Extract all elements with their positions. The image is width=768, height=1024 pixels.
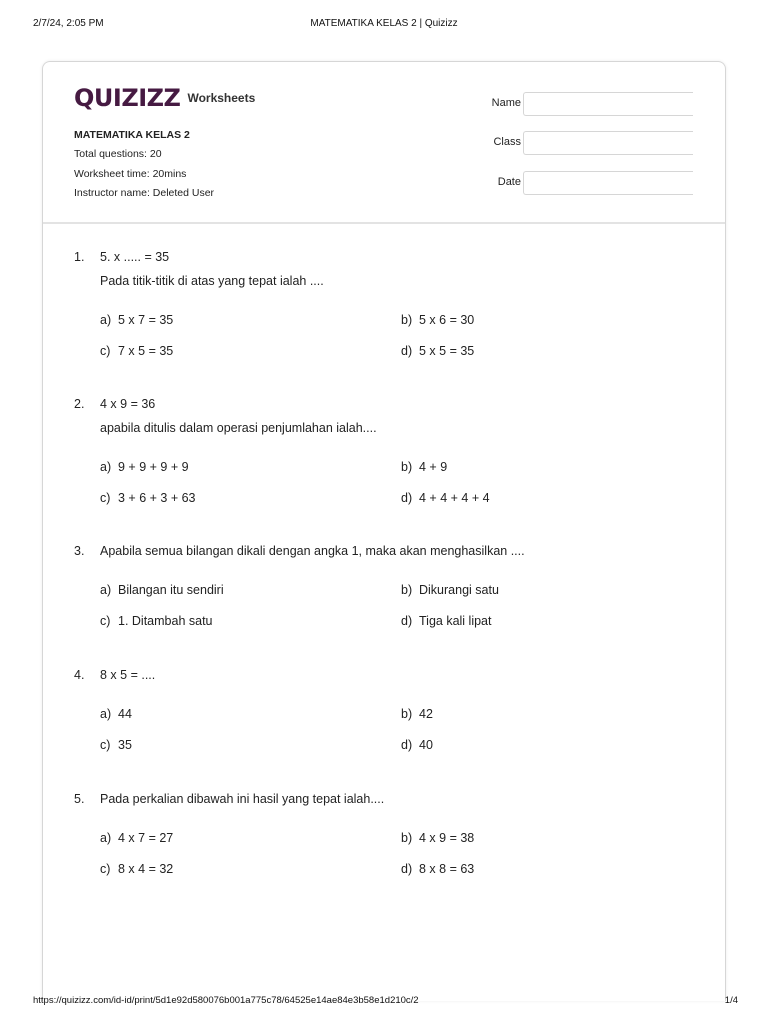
logo-subtitle: Worksheets (187, 91, 256, 105)
option-letter: a) (100, 583, 112, 597)
option-letter: a) (100, 460, 112, 474)
option-letter: d) (401, 738, 413, 752)
option-c (100, 491, 196, 505)
option-a (100, 707, 132, 721)
option-d (401, 344, 474, 358)
option-a (100, 831, 173, 845)
option-letter: b) (401, 707, 413, 721)
option-letter: d) (401, 344, 413, 358)
name-input[interactable] (523, 92, 693, 116)
question-text: Apabila semua bilangan dikali dengan angka 1, maka akan menghasilkan .... (100, 544, 525, 558)
question-text: 4 x 9 = 36 (100, 397, 156, 411)
option-text: 9 + 9 + 9 + 9 (118, 460, 189, 474)
option-text: 4 + 9 (419, 460, 448, 474)
option-a (100, 583, 224, 597)
option-b (401, 831, 474, 845)
page-number: 1/4 (724, 995, 738, 1006)
option-c (100, 738, 132, 752)
option-letter: a) (100, 707, 112, 721)
option-text: 40 (419, 738, 433, 752)
option-c (100, 862, 173, 876)
option-text: 3 + 6 + 3 + 63 (118, 491, 196, 505)
option-letter: d) (401, 491, 413, 505)
option-text: 42 (419, 707, 433, 721)
option-text: 44 (118, 707, 132, 721)
option-text: Bilangan itu sendiri (118, 583, 224, 597)
option-text: Dikurangi satu (419, 583, 499, 597)
print-page-title: MATEMATIKA KELAS 2 | Quizizz (310, 18, 458, 29)
option-c (100, 344, 173, 358)
option-text: Tiga kali lipat (419, 614, 492, 628)
date-input[interactable] (523, 171, 693, 195)
option-letter: a) (100, 313, 112, 327)
option-letter: b) (401, 831, 413, 845)
worksheet-meta (74, 126, 214, 203)
name-label: Name (491, 97, 521, 109)
option-text: 1. Ditambah satu (118, 614, 213, 628)
worksheet-header (43, 62, 725, 224)
option-text: 5 x 5 = 35 (419, 344, 475, 358)
option-text: 4 x 9 = 38 (419, 831, 475, 845)
option-letter: d) (401, 862, 413, 876)
option-d (401, 738, 433, 752)
option-text: 5 x 7 = 35 (118, 313, 174, 327)
question-number: 5. (74, 792, 85, 806)
print-header (0, 18, 768, 32)
option-b (401, 313, 474, 327)
option-letter: c) (100, 614, 111, 628)
option-text: 8 x 4 = 32 (118, 862, 174, 876)
worksheet-card (42, 61, 726, 1001)
question-text: Pada titik-titik di atas yang tepat ialah .... (100, 274, 324, 288)
option-b (401, 460, 447, 474)
option-text: 4 x 7 = 27 (118, 831, 174, 845)
class-label: Class (493, 136, 521, 148)
option-d (401, 491, 490, 505)
option-a (100, 460, 189, 474)
option-text: 8 x 8 = 63 (419, 862, 475, 876)
option-text: 35 (118, 738, 132, 752)
option-letter: b) (401, 460, 413, 474)
option-c (100, 614, 213, 628)
print-datetime: 2/7/24, 2:05 PM (33, 18, 104, 29)
option-text: 5 x 6 = 30 (419, 313, 475, 327)
question-number: 4. (74, 668, 85, 682)
question-number: 1. (74, 250, 85, 264)
question-number: 2. (74, 397, 85, 411)
total-questions: Total questions: 20 (74, 148, 162, 161)
option-b (401, 707, 433, 721)
question-text: Pada perkalian dibawah ini hasil yang tepat ialah.... (100, 792, 385, 806)
question-number: 3. (74, 544, 85, 558)
option-text: 4 + 4 + 4 + 4 (419, 491, 490, 505)
date-label: Date (497, 176, 521, 188)
class-field-row (483, 131, 693, 155)
print-footer (0, 995, 768, 1009)
instructor-name: Instructor name: Deleted User (74, 186, 215, 199)
worksheet-title: MATEMATIKA KELAS 2 (74, 129, 190, 141)
option-b (401, 583, 499, 597)
date-field-row (483, 171, 693, 195)
option-a (100, 313, 173, 327)
option-letter: b) (401, 313, 413, 327)
option-letter: c) (100, 491, 111, 505)
name-field-row (483, 92, 693, 116)
option-d (401, 614, 492, 628)
option-letter: c) (100, 738, 111, 752)
print-url[interactable]: https://quizizz.com/id-id/print/5d1e92d580076b001a775c78/64525e14ae84e3b58e1d210c/2 (33, 995, 419, 1006)
option-letter: b) (401, 583, 413, 597)
question-text: 8 x 5 = .... (100, 668, 156, 682)
option-letter: c) (100, 344, 111, 358)
option-text: 7 x 5 = 35 (118, 344, 174, 358)
option-letter: a) (100, 831, 112, 845)
option-letter: c) (100, 862, 111, 876)
option-d (401, 862, 474, 876)
worksheet-time: Worksheet time: 20mins (74, 167, 187, 180)
class-input[interactable] (523, 131, 693, 155)
quizizz-logo (74, 84, 255, 112)
question-text: apabila ditulis dalam operasi penjumlahan ialah.... (100, 421, 377, 435)
option-letter: d) (401, 614, 413, 628)
logo-wordmark: QUIZIZZ (74, 84, 181, 112)
question-text: 5. x ..... = 35 (100, 250, 170, 264)
